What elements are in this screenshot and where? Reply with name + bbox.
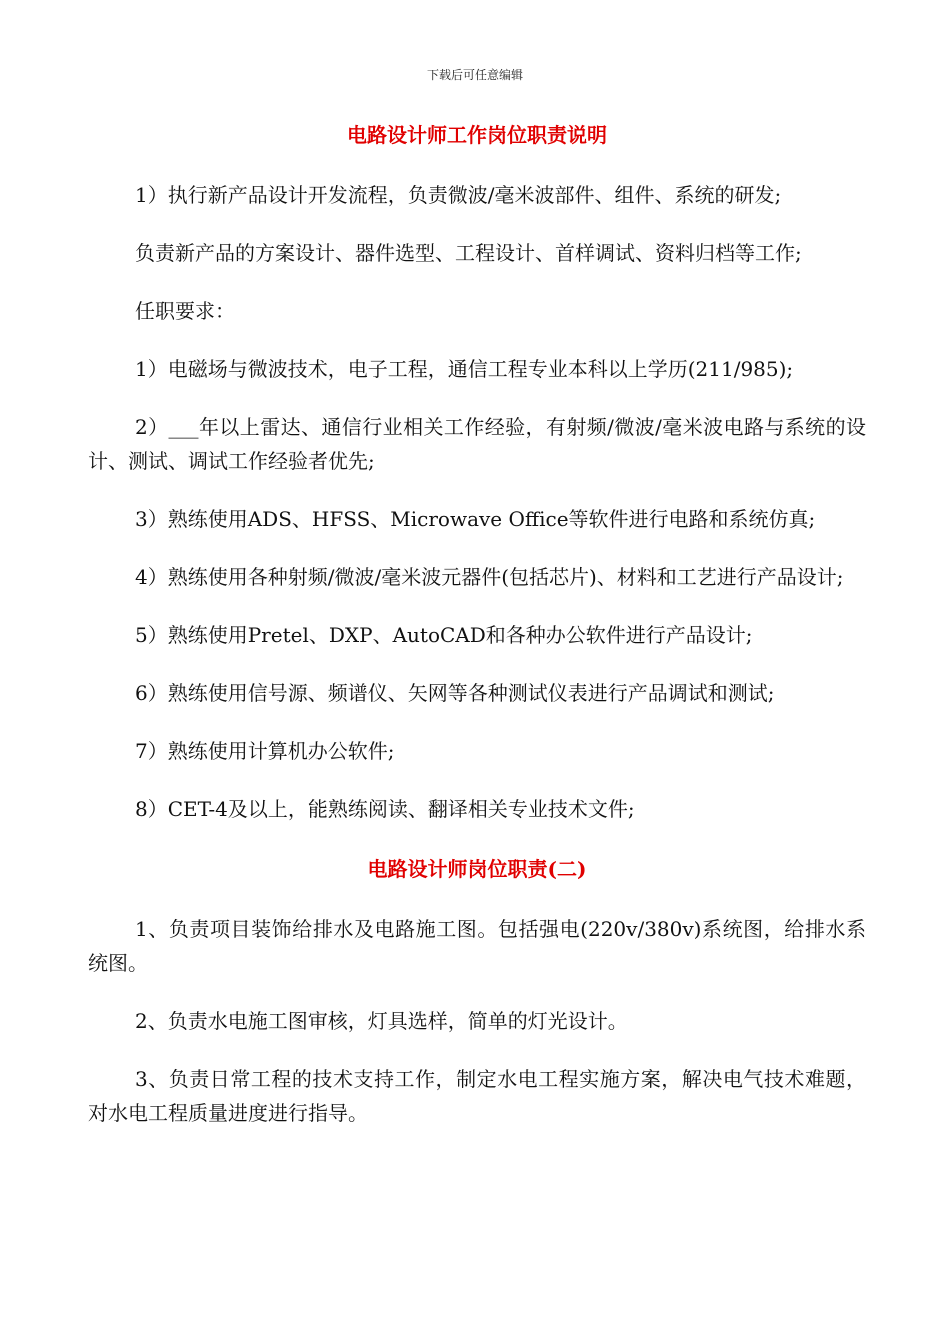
- paragraph: 2、负责水电施工图审核，灯具选样，简单的灯光设计。: [135, 1009, 628, 1033]
- paragraph: 1）执行新产品设计开发流程，负责微波/毫米波部件、组件、系统的研发;: [135, 183, 782, 207]
- paragraph: 2）___年以上雷达、通信行业相关工作经验，有射频/微波/毫米波电路与系统的设计、测试、调试工作经验者优先;: [88, 415, 866, 473]
- header-note: 下载后可任意编辑: [426, 68, 523, 82]
- section-title-2: 电路设计师岗位职责(二): [367, 857, 587, 881]
- paragraph: 4）熟练使用各种射频/微波/毫米波元器件(包括芯片)、材料和工艺进行产品设计;: [135, 565, 844, 589]
- paragraph: 1）电磁场与微波技术，电子工程，通信工程专业本科以上学历(211/985);: [135, 357, 794, 381]
- paragraph: 3、负责日常工程的技术支持工作，制定水电工程实施方案，解决电气技术难题，对水电工程质量进度进行指导。: [88, 1067, 866, 1125]
- paragraph: 5）熟练使用Pretel、DXP、AutoCAD和各种办公软件进行产品设计;: [135, 623, 753, 647]
- document-body: [88, 116, 866, 1130]
- paragraph: 负责新产品的方案设计、器件选型、工程设计、首样调试、资料归档等工作;: [135, 241, 802, 265]
- paragraph: 8）CET-4及以上，能熟练阅读、翻译相关专业技术文件;: [135, 797, 635, 821]
- paragraph: 1、负责项目装饰给排水及电路施工图。包括强电(220v/380v)系统图，给排水系统图。: [88, 917, 866, 975]
- paragraph: 任职要求：: [135, 299, 235, 323]
- paragraph: 6）熟练使用信号源、频谱仪、矢网等各种测试仪表进行产品调试和测试;: [135, 681, 775, 705]
- paragraph: 3）熟练使用ADS、HFSS、Microwave Office等软件进行电路和系统仿真;: [135, 507, 816, 531]
- section-title-1: 电路设计师工作岗位职责说明: [347, 123, 607, 147]
- paragraph: 7）熟练使用计算机办公软件;: [135, 739, 395, 763]
